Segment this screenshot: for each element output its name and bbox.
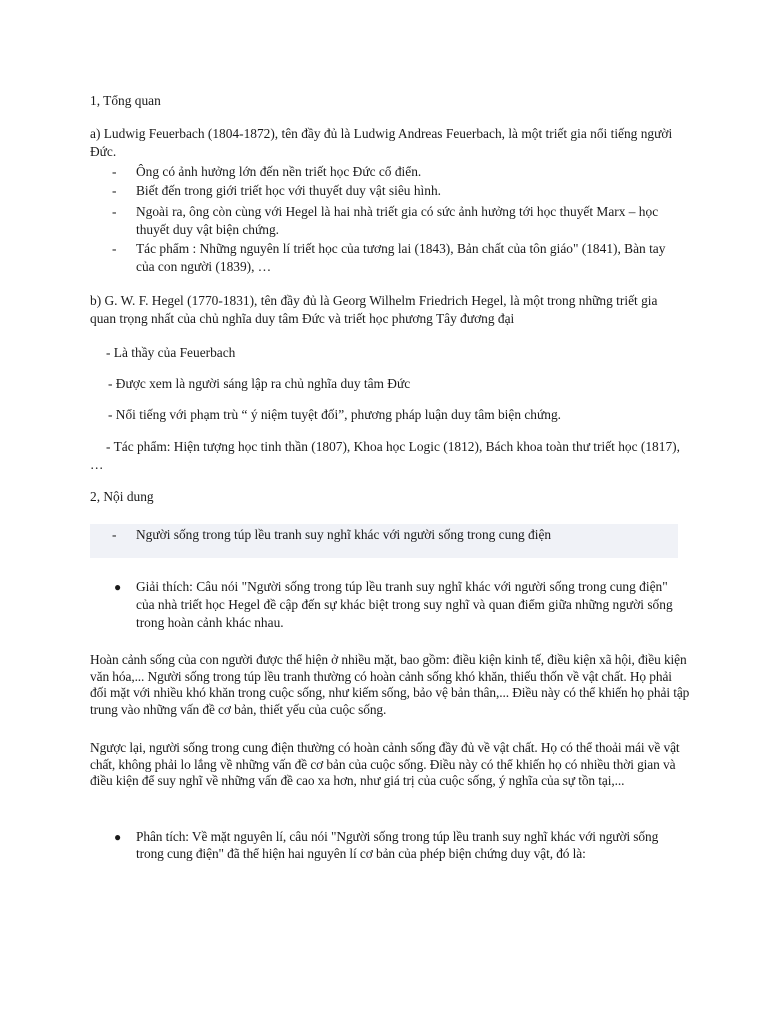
section-2-heading: 2, Nội dung [90, 489, 154, 504]
dash-marker: - [112, 183, 117, 198]
hegel-point: - Được xem là người sáng lập ra chủ nghĩa duy tâm Đức [108, 376, 411, 391]
hegel-intro: b) G. W. F. Hegel (1770-1831), tên đầy đủ là Georg Wilhelm Friedrich Hegel, là một trong những triết gia quan trọng nhất của chủ nghĩa duy tâm Đức và triết học phương Tây đương đại [90, 293, 658, 326]
dash-marker: - [112, 164, 117, 179]
analysis-bullet [90, 829, 680, 862]
highlight-point [90, 526, 680, 544]
explanation-bullet [90, 578, 680, 632]
feuerbach-point-text: Tác phẩm : Những nguyên lí triết học của tương lai (1843), Bản chất của tôn giáo" (1841), Bàn tay của con người (1839), … [136, 241, 666, 274]
feuerbach-point-text: Biết đến trong giới triết học với thuyết duy vật siêu hình. [136, 183, 441, 198]
feuerbach-point [90, 240, 680, 276]
feuerbach-point [90, 182, 680, 200]
bullet-marker: ● [114, 580, 122, 594]
section-1-heading: 1, Tổng quan [90, 93, 161, 108]
paragraph-palace-life: Ngược lại, người sống trong cung điện thường có hoàn cảnh sống đầy đủ về vật chất. Họ có thể thoải mái về vật chất, không phải lo lắng về những vấn đề cơ bản của cuộc sống. Điều này có thể khiến họ có nhiều thời gian và điều kiện để suy nghĩ về những vấn đề cao xa hơn, như giá trị của cuộc sống, ý nghĩa của sự tồn tại,... [90, 740, 680, 788]
feuerbach-point [90, 163, 680, 181]
feuerbach-point-text: Ngoài ra, ông còn cùng với Hegel là hai nhà triết gia có sức ảnh hưởng tới học thuyết Marx – học thuyết duy vật biện chứng. [136, 204, 659, 237]
paragraph-living-conditions: Hoàn cảnh sống của con người được thể hiện ở nhiều mặt, bao gồm: điều kiện kinh tế, điều kiện xã hội, điều kiện văn hóa,... Người sống trong túp lều tranh thường có hoàn cảnh sống khó khăn, thiếu thốn về vật chất. Họ phải đối mặt với nhiều khó khăn trong cuộc sống, như kiếm sống, bảo vệ bản thân,... Điều này có thể khiến họ phải tập trung vào những vấn đề cơ bản, thiết yếu của cuộc sống. [90, 652, 690, 717]
hegel-point: - Nổi tiếng với phạm trù “ ý niệm tuyệt đối”, phương pháp luận duy tâm biện chứng. [108, 407, 561, 422]
hegel-point: - Tác phẩm: Hiện tượng học tinh thần (1807), Khoa học Logic (1812), Bách khoa toàn thư triết học (1817), … [90, 439, 680, 472]
feuerbach-point-text: Ông có ảnh hưởng lớn đến nền triết học Đức cổ điển. [136, 164, 422, 179]
analysis-text: Phân tích: Về mặt nguyên lí, câu nói "Người sống trong túp lều tranh suy nghĩ khác với người sống trong cung điện" đã thể hiện hai nguyên lí cơ bản của phép biện chứng duy vật, đó là: [136, 829, 659, 861]
feuerbach-point [90, 203, 680, 239]
bullet-marker: ● [114, 830, 122, 844]
highlight-text: Người sống trong túp lều tranh suy nghĩ khác với người sống trong cung điện [136, 527, 552, 542]
hegel-point: - Là thầy của Feuerbach [106, 345, 236, 360]
explanation-text: Giải thích: Câu nói "Người sống trong túp lều tranh suy nghĩ khác với người sống trong cung điện" của nhà triết học Hegel đề cập đến sự khác biệt trong suy nghĩ và quan điểm giữa những người sống trong hoàn cảnh khác nhau. [136, 579, 673, 630]
dash-marker: - [112, 204, 117, 219]
feuerbach-intro: a) Ludwig Feuerbach (1804-1872), tên đầy đủ là Ludwig Andreas Feuerbach, là một triết gia nổi tiếng người Đức. [90, 126, 673, 159]
dash-marker: - [112, 241, 117, 256]
dash-marker: - [112, 527, 117, 542]
